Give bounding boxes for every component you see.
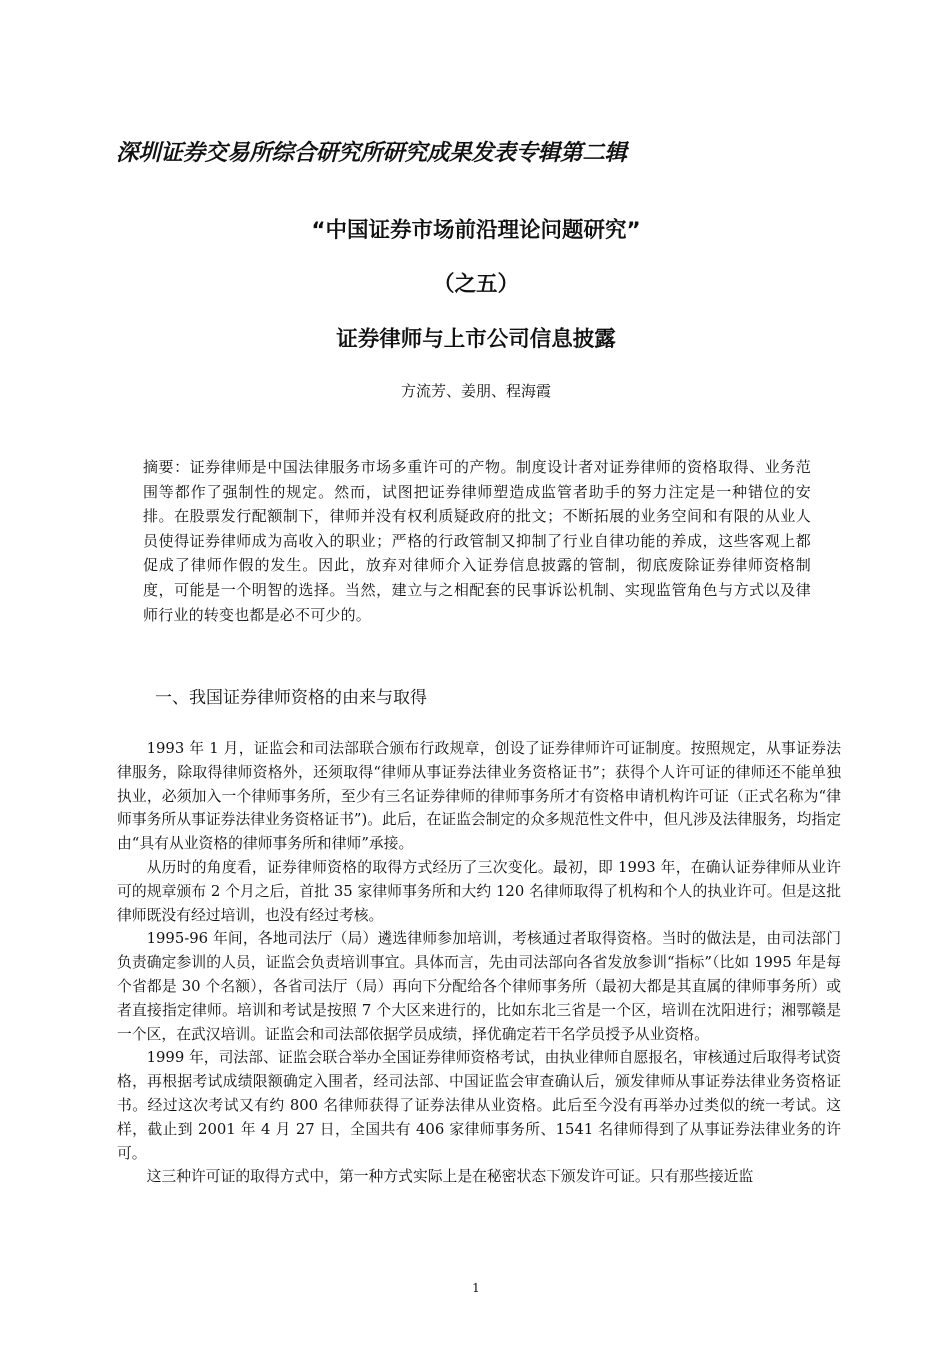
series-title: 深圳证券交易所综合研究所研究成果发表专辑第二辑 xyxy=(116,140,627,166)
main-title: “中国证券市场前沿理论问题研究” xyxy=(311,218,641,243)
page-number: 1 xyxy=(472,1281,480,1295)
paragraph-1: 1993 年 1 月，证监会和司法部联合颁布行政规章，创设了证券律师许可证制度。按照规定，从事证券法律服务，除取得律师资格外，还须取得“律师从事证券法律业务资格证书”；获得个人许可证的律师还不能单独执业，必须加入一个律师事务所，至少有三名证券律师的律师事务所才有资格申请机构许可证（正式名称为“律师事务所从事证券法律业务资格证书”)。此后，在证监会制定的众多规范性文件中，但凡涉及法律服务，均指定由“具有从业资格的律师事务所和律师”承接。 xyxy=(117,740,841,853)
subtitle: （之五） xyxy=(432,272,519,297)
section-heading: 一、我国证券律师资格的由来与取得 xyxy=(155,688,427,708)
paragraph-3: 1995-96 年间，各地司法厅（局）遴选律师参加培训，考核通过者取得资格。当时的做法是，由司法部门负责确定参训的人员，证监会负责培训事宜。具体而言，先由司法部向各省发放参训“指标”（比如 1995 年是每个省都是 30 个名额），各省司法厅（局）再向下分配给各个律师事务所（最初大都是其直属的律师事务所）或者直接指定律师。培训和考试是按照 7 个大区来进行的，比如东北三省是一个区，培训在沈阳进行；湘鄂赣是一个区，在武汉培训。证监会和司法部依据学员成绩，择优确定若干名学员授予从业资格。 xyxy=(117,930,841,1043)
paragraph-5: 这三种许可证的取得方式中，第一种方式实际上是在秘密状态下颁发许可证。只有那些接近监 xyxy=(146,1168,754,1186)
paragraph-4: 1999 年，司法部、证监会联合举办全国证券律师资格考试，由执业律师自愿报名，审核通过后取得考试资格，再根据考试成绩限额确定入围者，经司法部、中国证监会审查确认后，颁发律师从事证券法律业务资格证书。经过这次考试又有约 800 名律师获得了证券法律从业资格。此后至今没有再举办过类似的统一考试。这样，截止到 2001 年 4 月 27 日，全国共有 406 家律师事务所、1541 名律师得到了从事证券法律业务的许可。 xyxy=(117,1049,841,1162)
authors: 方流芳、姜朋、程海霞 xyxy=(400,382,551,400)
abstract: 摘要：证券律师是中国法律服务市场多重许可的产物。制度设计者对证券律师的资格取得、业务范围等都作了强制性的规定。然而，试图把证券律师塑造成监管者助手的努力注定是一种错位的安排。在股票发行配额制下，律师并没有权利质疑政府的批文；不断拓展的业务空间和有限的从业人员使得证券律师成为高收入的职业；严格的行政管制又抑制了行业自律功能的养成，这些客观上都促成了律师作假的发生。因此，放弃对律师介入证券信息披露的管制，彻底废除证券律师资格制度，可能是一个明智的选择。当然，建立与之相配套的民事诉讼机制、实现监管角色与方式以及律师行业的转变也都是必不可少的。 xyxy=(143,458,811,624)
paragraph-2: 从历时的角度看，证券律师资格的取得方式经历了三次变化。最初，即 1993 年，在确认证券律师从业许可的规章颁布 2 个月之后，首批 35 家律师事务所和大约 120 名律师取得了机构和个人的执业许可。但是这批律师既没有经过培训，也没有经过考核。 xyxy=(117,858,841,924)
body-text xyxy=(117,737,841,1189)
article-title: 证券律师与上市公司信息披露 xyxy=(336,327,616,352)
